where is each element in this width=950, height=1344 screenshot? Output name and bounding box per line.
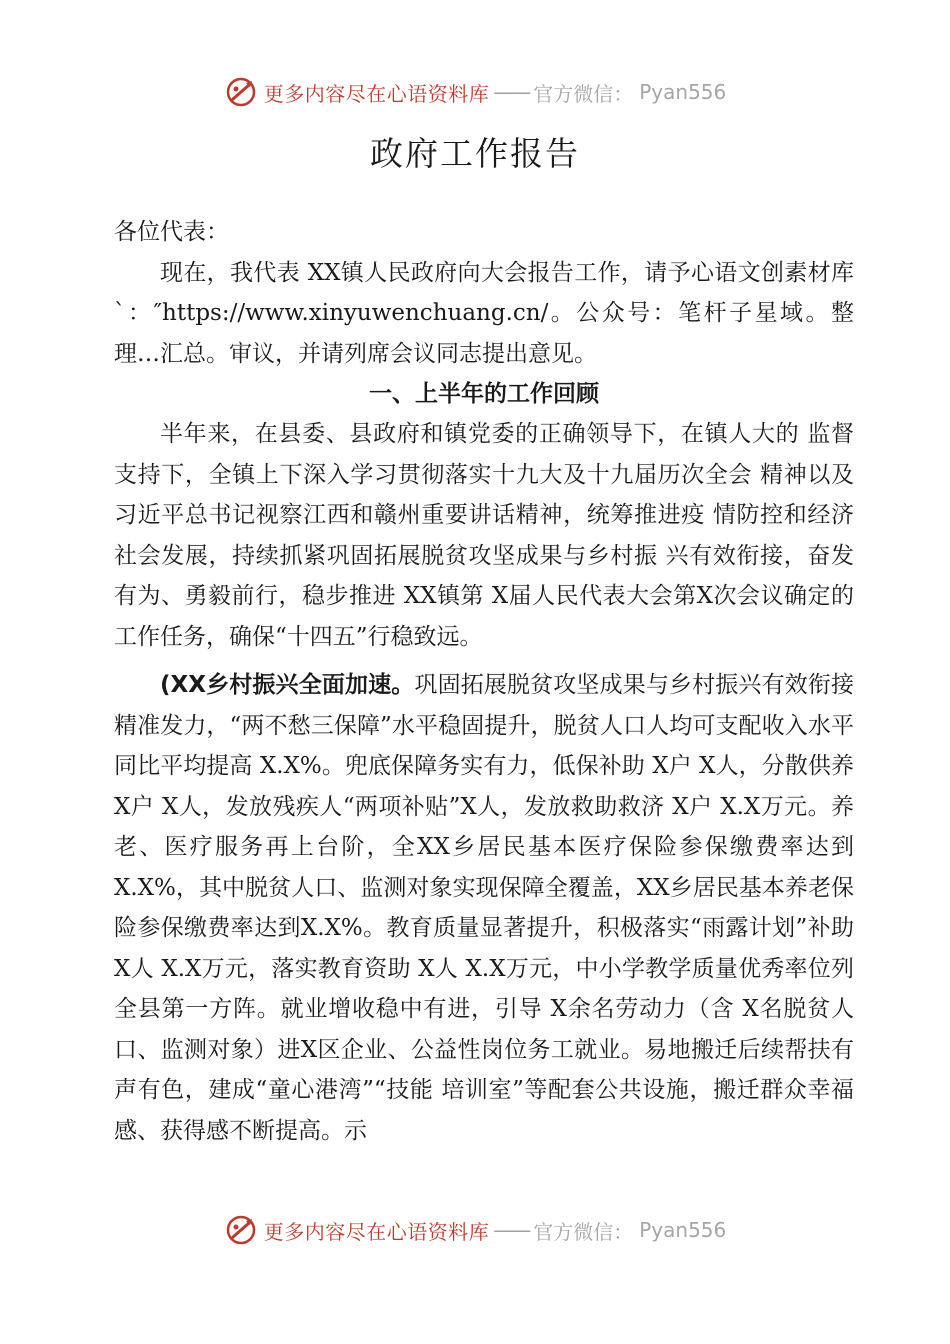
promo-text: 更多内容尽在心语资料库 bbox=[263, 81, 490, 106]
banner-dash: —— bbox=[493, 1218, 530, 1242]
subsection-lead: (XX乡村振兴全面加速。 bbox=[160, 672, 415, 698]
greeting: 各位代表： bbox=[114, 219, 229, 245]
intro-paragraph: 现在，我代表 XX镇人民政府向大会报告工作，请予心语文创素材库`：″https://www.xinyuwenchuang.cn/。公众号：笔杆子星域。整理…汇总。审议，并请列席会议同志提出意见。 bbox=[114, 259, 854, 367]
promo-text: 更多内容尽在心语资料库 bbox=[263, 1219, 490, 1244]
document-title: 政府工作报告 bbox=[370, 134, 580, 173]
document-body bbox=[114, 212, 854, 1151]
wechat-id: Pyan556 bbox=[639, 80, 727, 104]
section-paragraph: 半年来，在县委、县政府和镇党委的正确领导下，在镇人大的 监督支持下，全镇上下深入学习贯彻落实十九大及十九届历次全会 精神以及习近平总书记视察江西和赣州重要讲话精神，统筹推进疫 情防控和经济社会发展，持续抓紧巩固拓展脱贫攻坚成果与乡村振 兴有效衔接，奋发有为、勇毅前行，稳步推进 XX镇第 X届人民代表大会第X次会议确定的工作任务，确保“十四五”行稳致远。 bbox=[114, 421, 854, 650]
header-watermark-banner bbox=[0, 72, 950, 112]
subsection-body: 巩固拓展脱贫攻坚成果与乡村振兴有效衔接精准发力，“两不愁三保障”水平稳固提升，脱贫人口人均可支配收入水平同比平均提高 X.X%。兜底保障务实有力，低保补助 X户 X人，分散供养 X户 X人，发放残疾人“两项补贴”X人，发放救助救济 X户 X.X万元。养老、医疗服务再上台阶，全XX乡居民基本医疗保险参保缴费率达到 X.X%，其中脱贫人口、监测对象实现保障全覆盖，XX乡居民基本养老保险参保缴费率达到X.X%。教育质量显著提升，积极落实“雨露计划”补助 X人 X.X万元，落实教育资助 X人 X.X万元，中小学教学质量优秀率位列全县第一方阵。就业增收稳中有进，引导 X余名劳动力（含 X名脱贫人口、监测对象）进X区企业、公益性岗位务工就业。易地搬迁后续帮扶有声有色，建成“童心港湾”“技能 培训室”等配套公共设施，搬迁群众幸福感、获得感不断提高。示 bbox=[114, 672, 855, 1144]
wechat-id: Pyan556 bbox=[639, 1218, 727, 1242]
wechat-label: 官方微信： bbox=[533, 81, 634, 106]
logo-icon bbox=[224, 1213, 258, 1247]
banner-dash: —— bbox=[493, 80, 530, 104]
footer-watermark-banner bbox=[0, 1210, 950, 1250]
subsection-paragraph bbox=[114, 665, 854, 1151]
wechat-label: 官方微信： bbox=[533, 1219, 634, 1244]
section-heading: 一、上半年的工作回顾 bbox=[369, 381, 599, 407]
logo-icon bbox=[224, 75, 258, 109]
